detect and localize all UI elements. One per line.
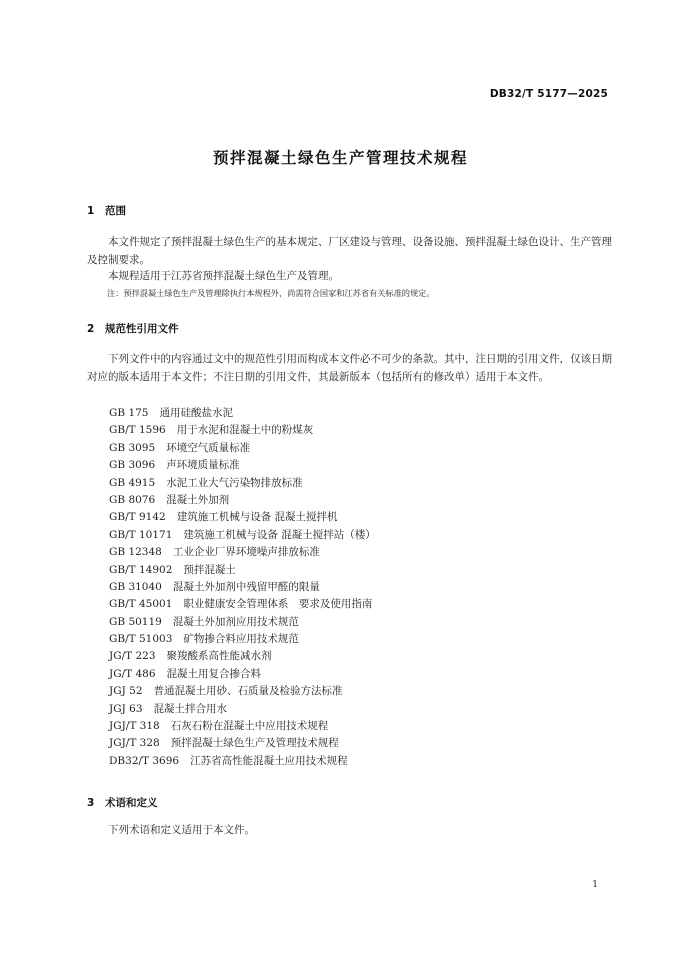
reference-code: GB 4915 — [109, 476, 156, 489]
section-1-paragraph-2: 本规程适用于江苏省预拌混凝土绿色生产及管理。 — [108, 270, 339, 282]
reference-name: 聚羧酸系高性能减水剂 — [166, 650, 272, 663]
section-3-heading — [87, 795, 158, 810]
reference-item — [109, 735, 376, 752]
reference-name: 混凝土用复合掺合料 — [166, 667, 262, 680]
reference-code: GB/T 45001 — [109, 598, 173, 611]
reference-name: 水泥工业大气污染物排放标准 — [166, 476, 303, 489]
reference-list — [109, 405, 376, 770]
reference-name: 石灰石粉在混凝土中应用技术规程 — [170, 720, 329, 733]
reference-code: GB 175 — [109, 407, 149, 419]
reference-name: 建筑施工机械与设备 混凝土搅拌站（楼） — [183, 528, 376, 541]
reference-item — [109, 631, 376, 648]
reference-item — [109, 509, 376, 526]
reference-name: 预拌混凝土 — [183, 563, 236, 576]
reference-name: 混凝土外加剂应用技术规范 — [172, 615, 299, 628]
reference-name: 混凝土外加剂中残留甲醛的限量 — [172, 580, 320, 593]
reference-name: 职业健康安全管理体系 要求及使用指南 — [183, 598, 373, 611]
reference-code: GB/T 10171 — [109, 528, 173, 541]
reference-code: GB/T 1596 — [109, 424, 166, 437]
reference-item — [109, 475, 376, 492]
section-1-number: 1 — [87, 205, 95, 217]
reference-code: JGJ 63 — [109, 702, 143, 715]
reference-name: 混凝土拌合用水 — [153, 702, 228, 715]
section-1-note: 注：预拌混凝土绿色生产及管理除执行本规程外，尚需符合国家和江苏省有关标准的规定。 — [107, 288, 435, 298]
section-3-title: 术语和定义 — [105, 797, 158, 809]
reference-name: 预拌混凝土绿色生产及管理技术规程 — [170, 737, 339, 750]
reference-code: GB 8076 — [109, 493, 156, 506]
reference-item — [109, 457, 376, 474]
reference-item — [109, 405, 376, 422]
reference-code: GB 3096 — [109, 459, 156, 472]
reference-name: 声环境质量标准 — [166, 459, 240, 472]
document-title: 预拌混凝土绿色生产管理技术规程 — [212, 149, 468, 167]
reference-item — [109, 596, 376, 613]
reference-item — [109, 440, 376, 457]
reference-item — [109, 753, 376, 770]
reference-code: GB 12348 — [109, 546, 162, 559]
reference-code: JGJ/T 328 — [109, 737, 160, 750]
reference-item — [109, 718, 376, 735]
reference-item — [109, 527, 376, 544]
section-2-intro: 下列文件中的内容通过文中的规范性引用而构成本文件必不可少的条款。其中，注日期的引用文件，仅该日期对应的版本适用于本文件；不注日期的引用文件，其最新版本（包括所有的修改单）适用于本文件。 — [87, 353, 612, 383]
reference-name: 工业企业厂界环境噪声排放标准 — [172, 546, 320, 559]
reference-code: GB/T 9142 — [109, 511, 166, 524]
section-2-heading — [87, 321, 179, 336]
reference-code: GB 3095 — [109, 441, 156, 454]
reference-code: JG/T 486 — [109, 667, 156, 680]
reference-code: GB 50119 — [109, 615, 162, 628]
reference-code: GB 31040 — [109, 580, 162, 593]
page-number: 1 — [592, 880, 598, 890]
reference-code: JGJ 52 — [109, 685, 143, 698]
reference-name: 矿物掺合料应用技术规范 — [183, 633, 299, 646]
section-1-title: 范围 — [105, 205, 126, 217]
reference-item — [109, 492, 376, 509]
reference-name: 用于水泥和混凝土中的粉煤灰 — [176, 424, 314, 437]
reference-item — [109, 666, 376, 683]
reference-item — [109, 614, 376, 631]
reference-item — [109, 648, 376, 665]
section-3-intro: 下列术语和定义适用于本文件。 — [108, 824, 255, 836]
reference-item — [109, 544, 376, 561]
reference-item — [109, 701, 376, 718]
reference-name: 建筑施工机械与设备 混凝土搅拌机 — [176, 511, 338, 524]
section-3-number: 3 — [87, 797, 95, 809]
reference-name: 普通混凝土用砂、石质量及检验方法标准 — [153, 685, 343, 698]
reference-item — [109, 422, 376, 439]
reference-name: 江苏省高性能混凝土应用技术规程 — [190, 754, 348, 767]
reference-name: 通用硅酸盐水泥 — [159, 407, 233, 419]
section-1-paragraph-1: 本文件规定了预拌混凝土绿色生产的基本规定、厂区建设与管理、设备设施、预拌混凝土绿色设计、生产管理及控制要求。 — [87, 236, 612, 266]
reference-item — [109, 579, 376, 596]
reference-code: DB32/T 3696 — [109, 754, 180, 767]
reference-name: 混凝土外加剂 — [166, 493, 230, 506]
section-2-number: 2 — [87, 323, 95, 335]
reference-code: JG/T 223 — [109, 650, 156, 663]
reference-name: 环境空气质量标准 — [166, 441, 251, 454]
section-1-heading — [87, 203, 126, 218]
reference-code: GB/T 14902 — [109, 563, 173, 576]
reference-item — [109, 562, 376, 579]
reference-code: GB/T 51003 — [109, 633, 173, 646]
standard-number: DB32/T 5177—2025 — [489, 88, 608, 100]
reference-item — [109, 683, 376, 700]
section-2-title: 规范性引用文件 — [105, 323, 179, 335]
reference-code: JGJ/T 318 — [109, 720, 160, 733]
